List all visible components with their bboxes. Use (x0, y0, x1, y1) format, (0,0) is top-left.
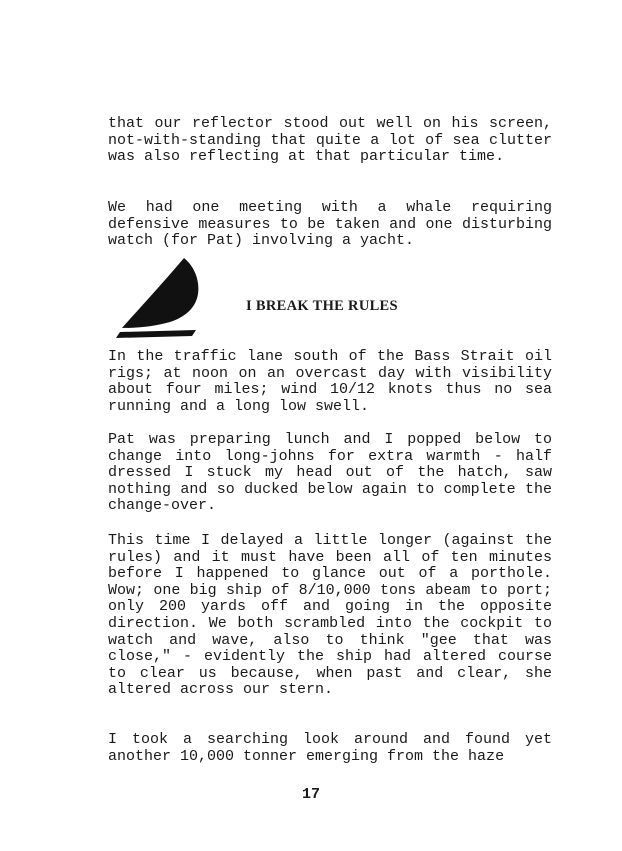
paragraph-traffic-lane: In the traffic lane south of the Bass Strait oil rigs; at noon on an overcast day with visibility about four miles; wind 10/12 knots thus no sea running and a long low swell. (108, 348, 552, 415)
paragraph-reflector: that our reflector stood out well on his screen, not-with-standing that quite a lot of sea clutter was also reflecting at that particular time. (108, 115, 552, 166)
paragraph-lunch: Pat was preparing lunch and I popped below to change into long-johns for extra warmth - half dressed I stuck my head out of the hatch, saw nothing and so ducked below again to complete the change-over. (108, 431, 552, 515)
paragraph-big-ship: This time I delayed a little longer (against the rules) and it must have been all of ten minutes before I happened to glance out of a porthole. Wow; one big ship of 8/10,000 tons abeam to port; only 200 yards off and going in the opposite direction. We both scrambled into the cockpit to watch and wave, also to think "gee that was close," - evidently the ship had altered course to clear us because, when past and clear, she altered across our stern. (108, 532, 552, 699)
sail-icon (112, 258, 202, 342)
page-number: 17 (301, 786, 320, 803)
section-heading: I BREAK THE RULES (246, 298, 398, 314)
paragraph-whale: We had one meeting with a whale requiring defensive measures to be taken and one disturbing watch (for Pat) involving a yacht. (108, 199, 552, 250)
paragraph-searching-look: I took a searching look around and found yet another 10,000 tonner emerging from the haze (108, 731, 552, 765)
